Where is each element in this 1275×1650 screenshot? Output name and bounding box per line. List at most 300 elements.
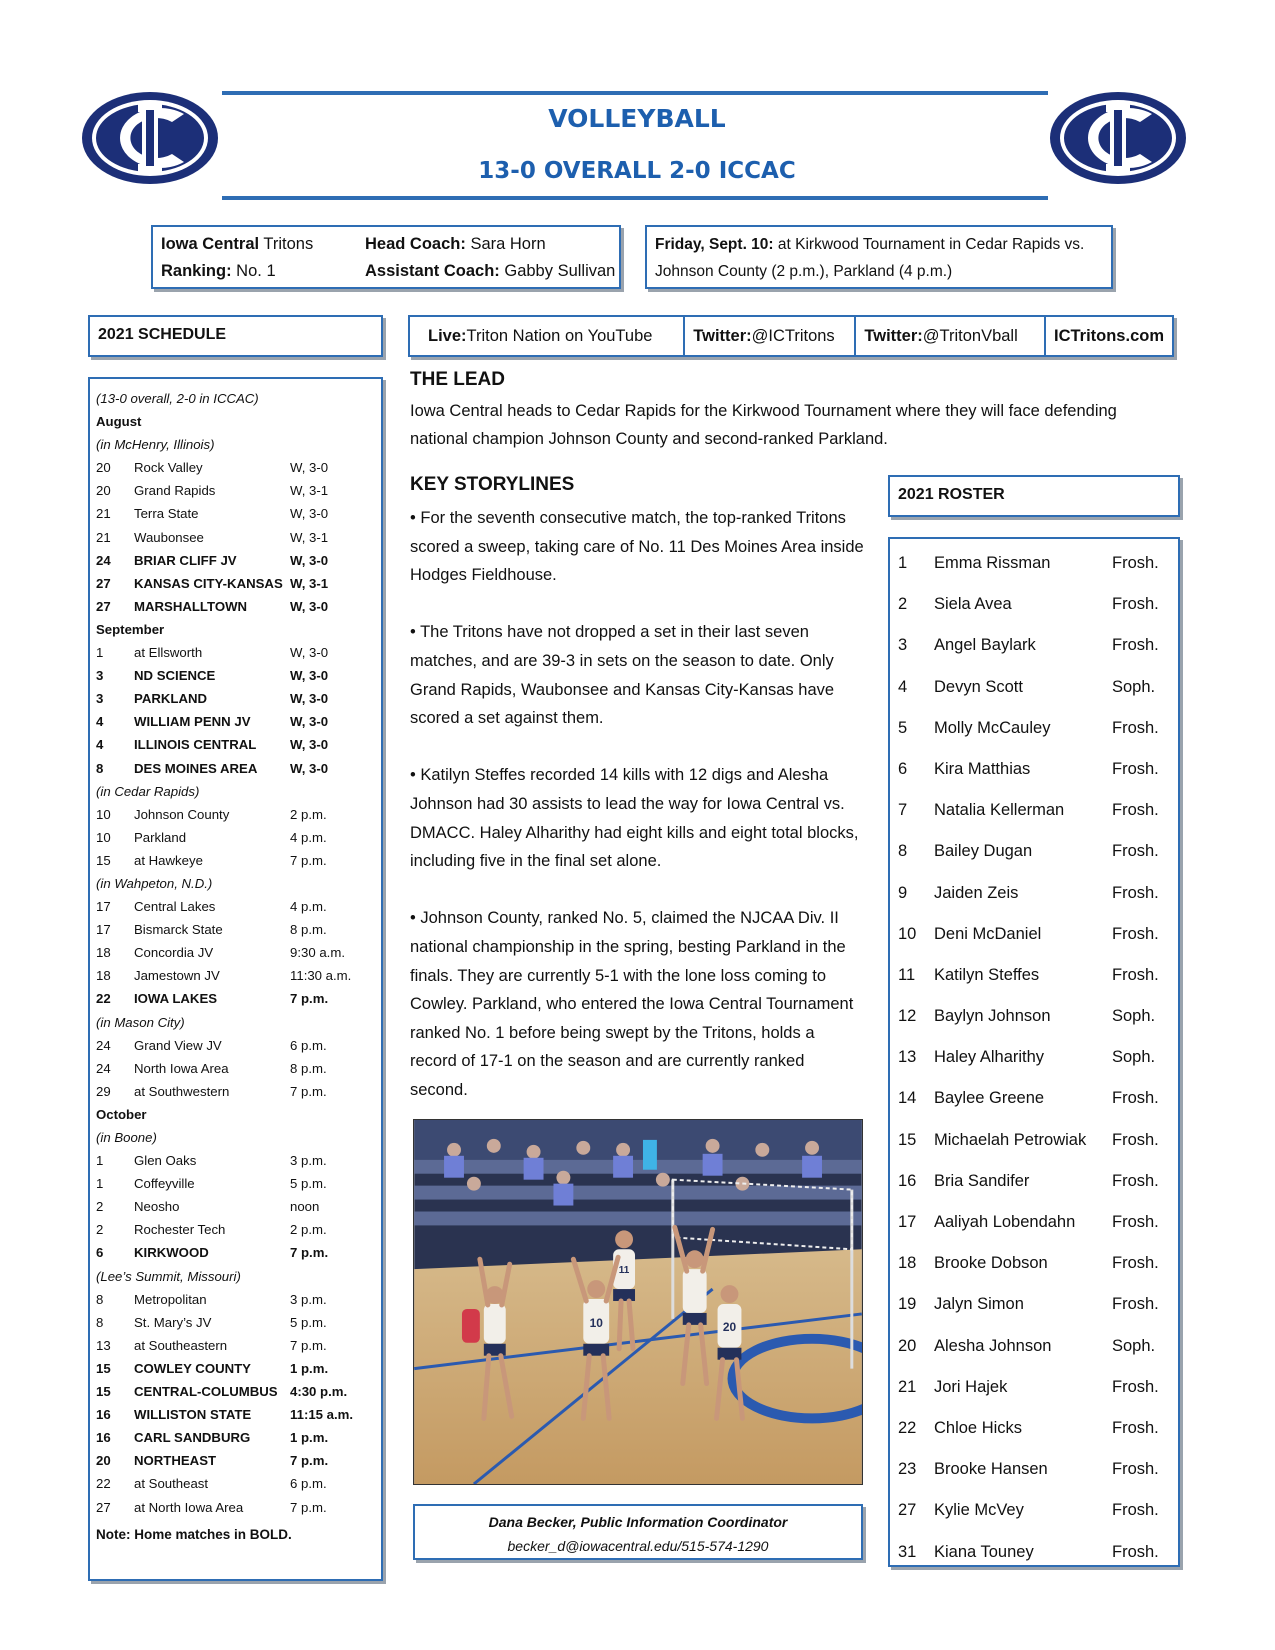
schedule-home-match [96,595,375,618]
player-class: Soph. [1112,1336,1156,1355]
schedule-match [96,964,375,987]
player-name: Kira Matthias [934,759,1031,778]
schedule-home-match [96,1426,375,1449]
team-info-box [151,225,621,289]
roster-row [890,1120,1174,1161]
match-opponent: KIRKWOOD [134,1245,209,1261]
match-day: 21 [96,506,111,522]
player-name: Alesha Johnson [934,1336,1052,1355]
roster-row [890,625,1174,666]
match-opponent: ND SCIENCE [134,668,216,684]
roster-row [890,584,1174,625]
jersey-number: 11 [618,1265,630,1277]
roster-row [890,1490,1174,1531]
player-class: Soph. [1112,1007,1156,1026]
note-text: (in McHenry, Illinois) [96,437,215,453]
storyline-item: • The Tritons have not dropped a set in their last seven matches, and are 39-3 in sets on the season to date. Only Grand Rapids, Waubonsee and Kansas City-Kansas have scored a set against them. [410,623,835,728]
match-opponent: at North Iowa Area [134,1499,244,1515]
roster-row [890,1532,1174,1573]
roster-row [890,749,1174,790]
match-result: 6 p.m. [290,1037,327,1053]
schedule-match [96,1496,375,1519]
match-result: 2 p.m. [290,806,327,822]
roster-row [890,1284,1174,1325]
player-number: 14 [898,1089,917,1108]
schedule-match [96,502,375,525]
contact-name: Dana Becker, Public Information Coordinator [488,1514,788,1530]
schedule-list [88,377,383,1581]
roster-row [890,1078,1174,1119]
match-result: 2 p.m. [290,1222,327,1238]
player-name: Brooke Dobson [934,1254,1048,1273]
player-class: Frosh. [1112,801,1159,820]
match-result: 1 p.m. [290,1430,329,1446]
schedule-match [96,918,375,941]
next-match-box [645,225,1113,289]
schedule-match [96,526,375,549]
player-name: Kiana Touney [934,1542,1034,1561]
match-result: W, 3-0 [290,552,329,568]
schedule-location-note [96,872,375,895]
roster-list [888,537,1180,1567]
roster-row [890,1037,1174,1078]
player-name: Jalyn Simon [934,1295,1024,1314]
player-class: Frosh. [1112,965,1159,984]
schedule-home-match [96,710,375,733]
storyline-item: • Katilyn Steffes recorded 14 kills with 12 digs and Alesha Johnson had 30 assists to lead the way for Iowa Central vs. DMACC. Haley Alharithy had eight kills and eight total blocks, including five in the final set alone. [410,766,859,871]
match-result: 9:30 a.m. [290,945,345,961]
player-number: 16 [898,1171,917,1190]
player-name: Bria Sandifer [934,1171,1030,1190]
schedule-location-note [96,387,375,410]
header-top-rule [222,91,1048,95]
player-number: 2 [898,595,908,614]
schedule-month [96,410,375,433]
match-day: 2 [96,1222,104,1238]
roster-row [890,831,1174,872]
roster-row [890,914,1174,955]
roster-row [890,708,1174,749]
match-result: 7 p.m. [290,991,329,1007]
match-day: 29 [96,1083,111,1099]
player-number: 6 [898,759,908,778]
player-class: Frosh. [1112,554,1159,572]
schedule-home-match [96,572,375,595]
match-opponent: Grand Rapids [134,483,216,499]
roster-row [890,873,1174,914]
match-opponent: Neosho [134,1199,180,1215]
match-result: W, 3-0 [290,506,329,522]
schedule-match [96,1149,375,1172]
schedule-match [96,456,375,479]
header-bottom-rule [222,196,1048,200]
player-name: Baylee Greene [934,1089,1045,1108]
player-number: 4 [898,677,908,696]
jersey-number: 10 [589,1315,603,1330]
player-class: Soph. [1112,1048,1156,1067]
schedule-home-match [96,1403,375,1426]
volleyball-match-photo [413,1119,863,1485]
match-result: 7 p.m. [290,1453,329,1469]
player-number: 9 [898,883,908,902]
player-name: Siela Avea [934,595,1012,614]
match-day: 1 [96,1176,104,1192]
player-name: Deni McDaniel [934,924,1042,943]
match-day: 27 [96,598,111,614]
schedule-location-note [96,780,375,803]
roster-row [890,1202,1174,1243]
player-class: Soph. [1112,677,1156,696]
schedule-match [96,849,375,872]
match-result: W, 3-0 [290,460,329,476]
match-opponent: at Southeast [134,1476,209,1492]
player-class: Frosh. [1112,1501,1159,1520]
match-result: 1 p.m. [290,1360,329,1376]
note-text: (in Cedar Rapids) [96,783,200,799]
schedule-match [96,1034,375,1057]
player-class: Frosh. [1112,1254,1159,1273]
ranking-line: Ranking: No. 1 [161,262,276,280]
player-class: Frosh. [1112,1130,1159,1149]
match-result: W, 3-0 [290,691,329,707]
schedule-match [96,826,375,849]
player-number: 31 [898,1542,917,1561]
schedule-home-match [96,1449,375,1472]
schedule-location-note [96,1126,375,1149]
match-opponent: Johnson County [134,806,230,822]
match-day: 1 [96,645,104,661]
match-day: 24 [96,1060,111,1076]
player-number: 27 [898,1501,917,1520]
links-bar [408,315,1174,357]
schedule-home-match [96,664,375,687]
match-day: 15 [96,852,111,868]
month-label: September [96,621,165,637]
player-class: Frosh. [1112,1542,1159,1561]
player-class: Frosh. [1112,1089,1159,1108]
schedule-location-note [96,1011,375,1034]
player-number: 15 [898,1130,917,1149]
schedule-location-note [96,1265,375,1288]
match-opponent: WILLISTON STATE [134,1407,252,1423]
match-result: 6 p.m. [290,1476,327,1492]
player-class: Frosh. [1112,1213,1159,1231]
season-record: 13-0 OVERALL 2-0 ICCAC [478,158,796,184]
match-opponent: ILLINOIS CENTRAL [134,737,257,753]
match-result: 3 p.m. [290,1153,327,1169]
player-number: 3 [898,636,908,655]
roster-row [890,1408,1174,1449]
schedule-location-note [96,433,375,456]
match-result: 7 p.m. [290,1337,327,1353]
match-day: 10 [96,806,111,822]
match-day: 4 [96,714,104,730]
match-opponent: WILLIAM PENN JV [134,714,251,730]
live-link[interactable]: Live: Triton Nation on YouTube [410,317,685,355]
player-name: Angel Baylark [934,636,1036,655]
player-class: Frosh. [1112,1295,1159,1314]
match-opponent: Waubonsee [134,529,204,545]
schedule-match [96,803,375,826]
storyline-item: • For the seventh consecutive match, the top-ranked Tritons scored a sweep, taking care of No. 11 Des Moines Area inside Hodges Fieldhouse. [410,509,864,585]
match-day: 16 [96,1407,111,1423]
note-text: (in Wahpeton, N.D.) [96,875,213,891]
schedule-home-match [96,757,375,780]
match-opponent: Rock Valley [134,460,203,476]
schedule-match [96,1195,375,1218]
storyline-item: • Johnson County, ranked No. 5, claimed the NJCAA Div. II national championship in the spring, besting Parkland in the finals. They are currently 5-1 with the lone loss coming to Cowley. Parkland, who entered the Iowa Central Tournament ranked No. 1 before being swept by the Tritons, holds a record of 17-1 on the season and are currently ranked second. [410,909,854,1099]
player-name: Chloe Hicks [934,1418,1023,1437]
player-class: Frosh. [1112,1418,1159,1437]
match-result: 4:30 p.m. [290,1384,348,1400]
match-result: 8 p.m. [290,922,327,938]
match-opponent: at Hawkeye [134,852,203,868]
page-title: VOLLEYBALL [548,104,726,133]
match-result: W, 3-0 [290,645,329,661]
match-day: 2 [96,1199,104,1215]
match-opponent: Jamestown JV [134,968,220,984]
match-result: 5 p.m. [290,1314,327,1330]
note-text: (in Boone) [96,1130,157,1145]
player-name: Haley Alharithy [934,1048,1045,1067]
player-class: Frosh. [1112,924,1159,943]
schedule-heading: 2021 SCHEDULE [88,315,383,357]
match-result: 8 p.m. [290,1060,327,1076]
contact-credit-box [413,1504,863,1560]
player-number: 8 [898,842,908,861]
match-result: 3 p.m. [290,1291,327,1307]
match-opponent: KANSAS CITY-KANSAS [134,575,283,591]
note-text: (in Mason City) [96,1014,185,1030]
match-opponent: Parkland [134,829,187,845]
iowa-central-logo-right [1048,90,1188,186]
match-opponent: CENTRAL-COLUMBUS [134,1384,278,1400]
player-number: 23 [898,1460,917,1479]
match-opponent: St. Mary’s JV [134,1314,212,1330]
schedule-match [96,1288,375,1311]
match-day: 8 [96,1314,104,1330]
player-class: Frosh. [1112,842,1159,861]
match-day: 20 [96,483,111,499]
player-number: 19 [898,1295,917,1314]
player-class: Frosh. [1112,718,1159,737]
match-result: W, 3-0 [290,714,329,730]
player-class: Frosh. [1112,595,1159,614]
schedule-match [96,1172,375,1195]
schedule-month [96,1103,375,1126]
player-name: Baylyn Johnson [934,1007,1051,1026]
match-day: 13 [96,1337,111,1353]
match-result: 7 p.m. [290,1083,327,1099]
player-name: Brooke Hansen [934,1460,1048,1479]
lead-title: THE LEAD [410,369,505,390]
player-name: Aaliyah Lobendahn [934,1213,1076,1231]
note-text: (13-0 overall, 2-0 in ICCAC) [96,391,259,406]
schedule-match [96,1218,375,1241]
jersey-number: 20 [722,1319,737,1334]
match-day: 15 [96,1384,111,1400]
schedule-match [96,1311,375,1334]
match-day: 10 [96,829,111,845]
schedule-match [96,1080,375,1103]
match-day: 22 [96,1476,111,1492]
storylines-body [410,504,865,1104]
match-result: 7 p.m. [290,852,327,868]
next-match-line-2: Johnson County (2 p.m.), Parkland (4 p.m.) [655,263,953,280]
match-opponent: at Southwestern [134,1083,230,1099]
schedule-home-match [96,1380,375,1403]
player-number: 20 [898,1336,917,1355]
schedule-match [96,1472,375,1495]
twitter-ictritons-link[interactable]: Twitter: @ICTritons [685,317,856,355]
player-number: 22 [898,1418,917,1437]
match-result: 11:15 a.m. [290,1407,354,1423]
match-day: 24 [96,1037,111,1053]
roster-row [890,543,1174,584]
match-result: W, 3-0 [290,760,329,776]
match-opponent: Metropolitan [134,1291,207,1307]
match-opponent: BRIAR CLIFF JV [134,552,237,568]
match-day: 4 [96,737,104,753]
player-class: Frosh. [1112,636,1159,655]
storylines-title: KEY STORYLINES [410,474,575,495]
match-opponent: Bismarck State [134,922,223,938]
match-opponent: CARL SANDBURG [134,1430,251,1446]
player-number: 17 [898,1213,917,1231]
match-day: 20 [96,1453,111,1469]
match-result: W, 3-0 [290,737,329,753]
head-coach-line: Head Coach: Sara Horn [365,235,546,253]
player-number: 18 [898,1254,917,1273]
match-opponent: Coffeyville [134,1176,195,1192]
player-class: Frosh. [1112,1377,1159,1396]
schedule-home-match [96,549,375,572]
roster-row [890,667,1174,708]
match-day: 3 [96,668,104,684]
match-day: 6 [96,1245,104,1261]
match-day: 21 [96,529,111,545]
assistant-coach-line: Assistant Coach: Gabby Sullivan [365,262,616,280]
player-name: Katilyn Steffes [934,965,1040,984]
roster-row [890,1161,1174,1202]
roster-row [890,1326,1174,1367]
match-day: 24 [96,552,111,568]
player-name: Bailey Dugan [934,842,1033,861]
note-text: (Lee’s Summit, Missouri) [96,1268,241,1284]
match-result: W, 3-0 [290,668,329,684]
match-day: 8 [96,1291,104,1307]
match-opponent: DES MOINES AREA [134,760,258,776]
match-opponent: Rochester Tech [134,1222,226,1238]
month-label: October [96,1106,147,1122]
match-opponent: Grand View JV [134,1037,222,1053]
match-day: 22 [96,991,111,1007]
match-opponent: NORTHEAST [134,1453,217,1469]
player-class: Frosh. [1112,883,1159,902]
match-opponent: COWLEY COUNTY [134,1360,251,1376]
ictritons-website-link[interactable]: ICTritons.com [1053,326,1164,345]
player-class: Frosh. [1112,759,1159,778]
match-opponent: Terra State [134,506,199,522]
match-day: 16 [96,1430,111,1446]
roster-row [890,955,1174,996]
player-number: 10 [898,924,917,943]
match-result: W, 3-1 [290,483,329,499]
player-number: 12 [898,1007,917,1026]
match-result: W, 3-1 [290,575,329,591]
match-result: 4 p.m. [290,899,327,915]
roster-row [890,1243,1174,1284]
player-class: Frosh. [1112,1460,1159,1479]
month-label: August [96,414,142,430]
schedule-home-match [96,1241,375,1264]
player-number: 1 [898,554,908,572]
match-day: 27 [96,1499,111,1515]
player-name: Natalia Kellerman [934,801,1065,820]
player-number: 7 [898,801,908,820]
schedule-home-match [96,987,375,1010]
twitter-tritonvball-link[interactable]: Twitter: @TritonVball [856,317,1046,355]
match-day: 17 [96,922,111,938]
lead-text: Iowa Central heads to Cedar Rapids for the Kirkwood Tournament where they will face defending national champion Johnson County and second-ranked Parkland. [410,402,1117,448]
schedule-home-match [96,1357,375,1380]
schedule-home-match [96,687,375,710]
roster-heading: 2021 ROSTER [888,475,1180,517]
schedule-match [96,479,375,502]
match-day: 8 [96,760,104,776]
player-name: Devyn Scott [934,677,1023,696]
roster-row [890,996,1174,1037]
player-name: Jaiden Zeis [934,883,1019,902]
match-result: noon [290,1199,320,1215]
schedule-match [96,641,375,664]
player-number: 11 [898,965,916,984]
roster-row [890,790,1174,831]
next-match-line-1: Friday, Sept. 10: at Kirkwood Tournament in Cedar Rapids vs. [655,236,1085,253]
player-class: Frosh. [1112,1171,1159,1190]
match-result: 5 p.m. [290,1176,327,1192]
player-name: Kylie McVey [934,1501,1024,1520]
match-opponent: at Ellsworth [134,645,203,661]
match-opponent: at Southeastern [134,1337,228,1353]
match-opponent: Concordia JV [134,945,214,961]
match-opponent: PARKLAND [134,691,208,707]
match-opponent: Central Lakes [134,899,216,915]
player-name: Molly McCauley [934,718,1051,737]
contact-details: becker_d@iowacentral.edu/515-574-1290 [507,1538,769,1554]
match-day: 15 [96,1360,111,1376]
schedule-footnote: Note: Home matches in BOLD. [96,1527,292,1542]
match-opponent: IOWA LAKES [134,991,218,1007]
match-day: 3 [96,691,104,707]
match-opponent: MARSHALLTOWN [134,598,248,614]
schedule-home-match [96,733,375,756]
roster-rows [890,543,1174,1573]
match-day: 27 [96,575,111,591]
player-number: 21 [898,1377,917,1396]
match-opponent: Glen Oaks [134,1153,197,1169]
iowa-central-logo-left [80,90,220,186]
player-number: 5 [898,718,908,737]
match-result: W, 3-0 [290,598,329,614]
match-result: 11:30 a.m. [290,968,352,984]
schedule-match [96,941,375,964]
match-result: W, 3-1 [290,529,329,545]
match-result: 4 p.m. [290,829,327,845]
match-day: 1 [96,1153,104,1169]
match-result: 7 p.m. [290,1245,329,1261]
match-opponent: North Iowa Area [134,1060,229,1076]
